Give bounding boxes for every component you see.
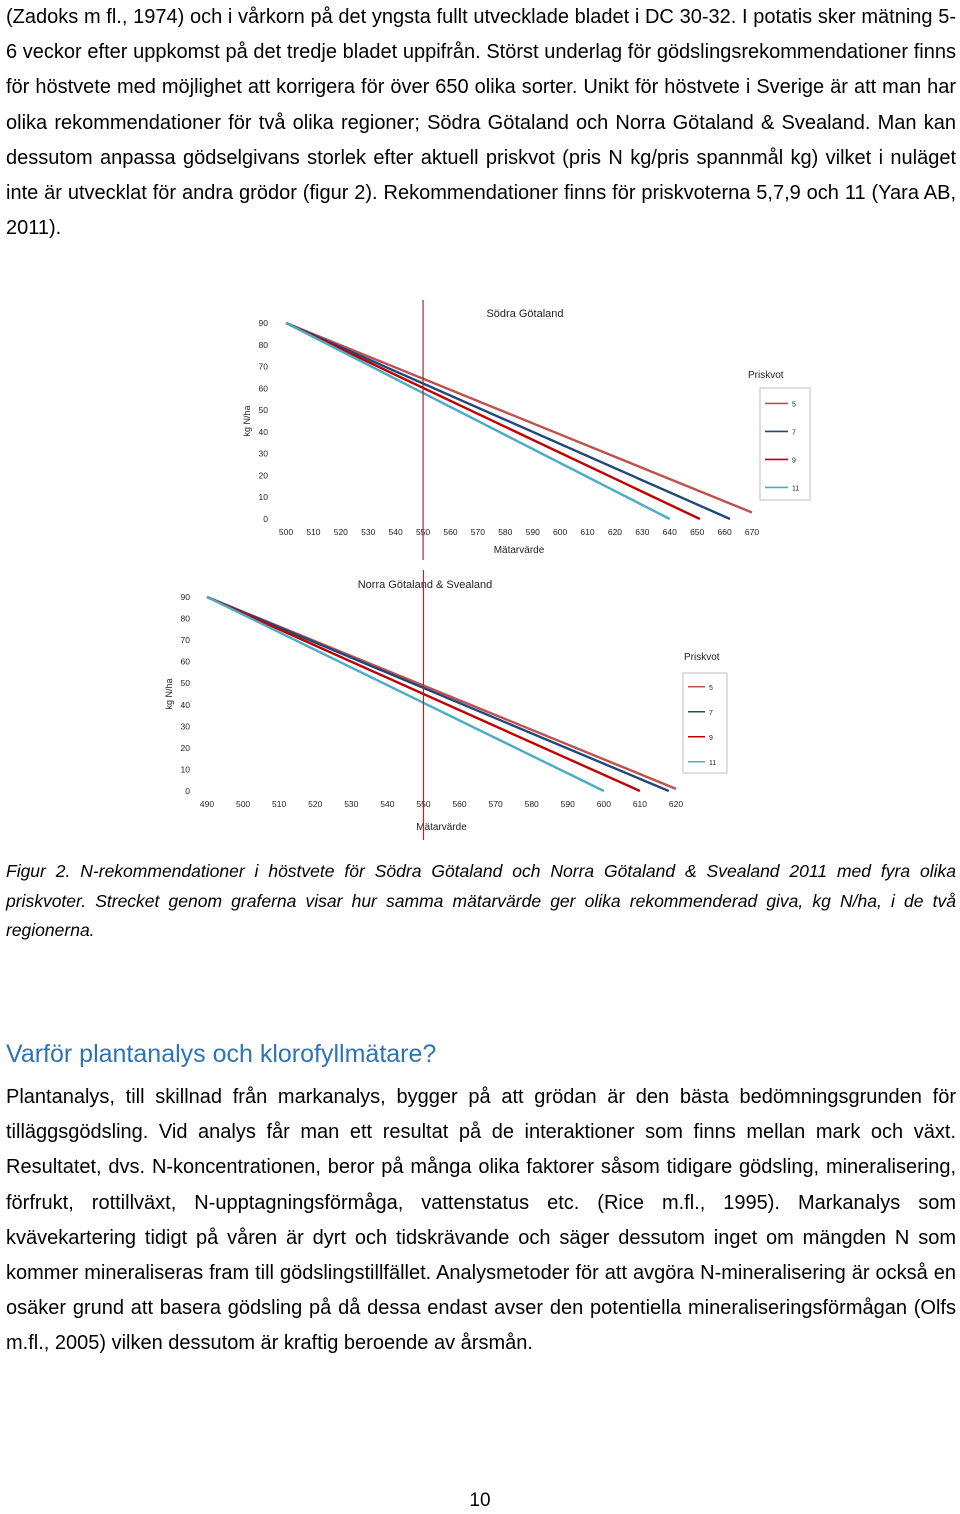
legend-title: Priskvot — [684, 652, 720, 663]
y-tick-label: 10 — [258, 492, 268, 503]
y-tick-label: 90 — [180, 592, 190, 602]
x-tick-label: 600 — [596, 799, 611, 809]
x-tick-label: 550 — [415, 527, 431, 537]
x-tick-label: 530 — [361, 527, 376, 537]
y-tick-label: 90 — [258, 318, 268, 328]
x-tick-label: 550 — [416, 799, 431, 809]
series-line-9 — [286, 323, 700, 519]
chart-norra-gotaland-svealand — [0, 570, 960, 840]
x-tick-label: 560 — [452, 799, 467, 809]
body-paragraph-intro: (Zadoks m fl., 1974) och i vårkorn på det yngsta fullt utvecklade bladet i DC 30-32. I potatis sker mätning 5-6 veckor efter uppkomst på det tredje bladet uppifrån. Störst underlag för gödslingsrekommendationer finns för höstvete med möjlighet att korrigera för över 650 olika sorter. Unikt för höstvete i Sverige är att man har olika rekommendationer för två olika regioner; Södra Götaland och Norra Götaland & Svealand. Man kan dessutom anpassa gödselgivans storlek efter aktuell priskvot (pris N kg/pris spannmål kg) vilket i nuläget inte är utvecklat för andra grödor (figur 2). Rekommendationer finns för priskvoterna 5,7,9 och 11 (Yara AB, 2011). — [6, 6, 956, 240]
x-tick-label: 570 — [488, 799, 503, 809]
x-tick-label: 580 — [498, 527, 513, 537]
x-tick-label: 560 — [443, 527, 458, 537]
x-tick-label: 610 — [632, 799, 648, 809]
y-tick-label: 20 — [258, 470, 268, 481]
x-tick-label: 610 — [580, 527, 595, 537]
y-axis-label: kg N/ha — [242, 405, 252, 437]
chart-title: Södra Götaland — [486, 308, 564, 320]
y-tick-label: 60 — [258, 383, 268, 394]
legend-box — [760, 388, 810, 500]
x-tick-label: 620 — [668, 799, 684, 809]
y-tick-label: 20 — [180, 742, 190, 753]
legend-label-5: 5 — [709, 684, 713, 692]
legend-label-9: 9 — [709, 734, 713, 742]
y-tick-label: 40 — [180, 699, 190, 710]
chart-sodra-gotaland — [0, 300, 960, 560]
series-line-11 — [286, 323, 670, 519]
x-tick-label: 590 — [560, 799, 575, 809]
legend-label-9: 9 — [792, 457, 796, 465]
x-tick-label: 510 — [306, 527, 321, 537]
series-line-7 — [207, 597, 669, 791]
x-tick-label: 520 — [308, 799, 323, 809]
section-heading: Varför plantanalys och klorofyllmätare? — [6, 1040, 437, 1068]
x-axis-label: Mätarvärde — [416, 822, 467, 833]
legend-label-7: 7 — [792, 429, 796, 437]
y-tick-label: 40 — [258, 426, 268, 437]
x-tick-label: 570 — [470, 527, 485, 537]
legend-label-7: 7 — [709, 709, 713, 717]
legend-box — [683, 673, 727, 773]
figure-caption: Figur 2. N-rekommendationer i höstvete för Södra Götaland och Norra Götaland & Svealand 2011 med fyra olika priskvoter. Strecket genom graferna visar hur samma mätarvärde ger olika rekommenderad giva, kg N/ha, i de två regionerna. — [6, 861, 956, 940]
legend-label-11: 11 — [709, 759, 717, 767]
x-tick-label: 640 — [662, 527, 677, 537]
x-tick-label: 630 — [635, 527, 650, 537]
y-axis-label: kg N/ha — [164, 678, 174, 710]
y-tick-label: 80 — [258, 339, 268, 350]
y-tick-label: 0 — [263, 514, 268, 524]
y-tick-label: 0 — [185, 786, 190, 796]
x-tick-label: 530 — [344, 799, 359, 809]
y-tick-label: 50 — [258, 405, 268, 416]
x-tick-label: 670 — [744, 527, 760, 537]
y-tick-label: 70 — [180, 635, 190, 646]
series-line-11 — [207, 597, 604, 791]
legend-label-11: 11 — [792, 485, 800, 493]
legend-title: Priskvot — [748, 370, 784, 381]
x-tick-label: 520 — [333, 527, 348, 537]
y-tick-label: 50 — [180, 678, 190, 689]
x-tick-label: 590 — [525, 527, 540, 537]
y-tick-label: 10 — [180, 764, 190, 775]
y-tick-label: 30 — [180, 721, 190, 732]
y-tick-label: 30 — [258, 448, 268, 459]
x-tick-label: 600 — [553, 527, 568, 537]
x-tick-label: 540 — [388, 527, 403, 537]
x-tick-label: 540 — [380, 799, 395, 809]
x-tick-label: 660 — [717, 527, 732, 537]
x-axis-label: Mätarvärde — [493, 545, 545, 556]
series-line-5 — [286, 323, 752, 512]
series-line-7 — [286, 323, 730, 519]
legend-label-5: 5 — [792, 401, 796, 409]
y-tick-label: 70 — [258, 361, 268, 372]
x-tick-label: 500 — [278, 527, 294, 537]
y-tick-label: 80 — [180, 613, 190, 624]
x-tick-label: 580 — [524, 799, 539, 809]
x-tick-label: 490 — [199, 799, 215, 809]
page-number: 10 — [469, 1490, 491, 1511]
x-tick-label: 510 — [272, 799, 287, 809]
x-tick-label: 500 — [235, 799, 251, 809]
y-tick-label: 60 — [180, 656, 190, 667]
body-paragraph-plantanalys: Plantanalys, till skillnad från markanalys, bygger på att grödan är den bästa bedömningsgrunden för tilläggsgödsling. Vid analys får man ett resultat på de interaktioner som finns mellan mark och växt. Resultatet, dvs. N-koncentrationen, beror på många olika faktorer såsom tidigare gödsling, mineralisering, förfrukt, rottillväxt, N-upptagningsförmåga, vattenstatus etc. (Rice m.fl., 1995). Markanalys som kvävekartering tidigt på våren är dyrt och tidskrävande och säger dessutom inget om mängden N som kommer mineraliseras fram till gödslingstillfället. Analysmetoder för att avgöra N-mineralisering är också en osäker grund att basera gödsling på då dessa endast avser den potentiella mineraliseringsförmågan (Olfs m.fl., 2005) vilken dessutom är kraftig beroende av årsmån. — [6, 1086, 956, 1355]
x-tick-label: 620 — [607, 527, 623, 537]
chart-title: Norra Götaland & Svealand — [357, 579, 493, 591]
x-tick-label: 650 — [690, 527, 705, 537]
